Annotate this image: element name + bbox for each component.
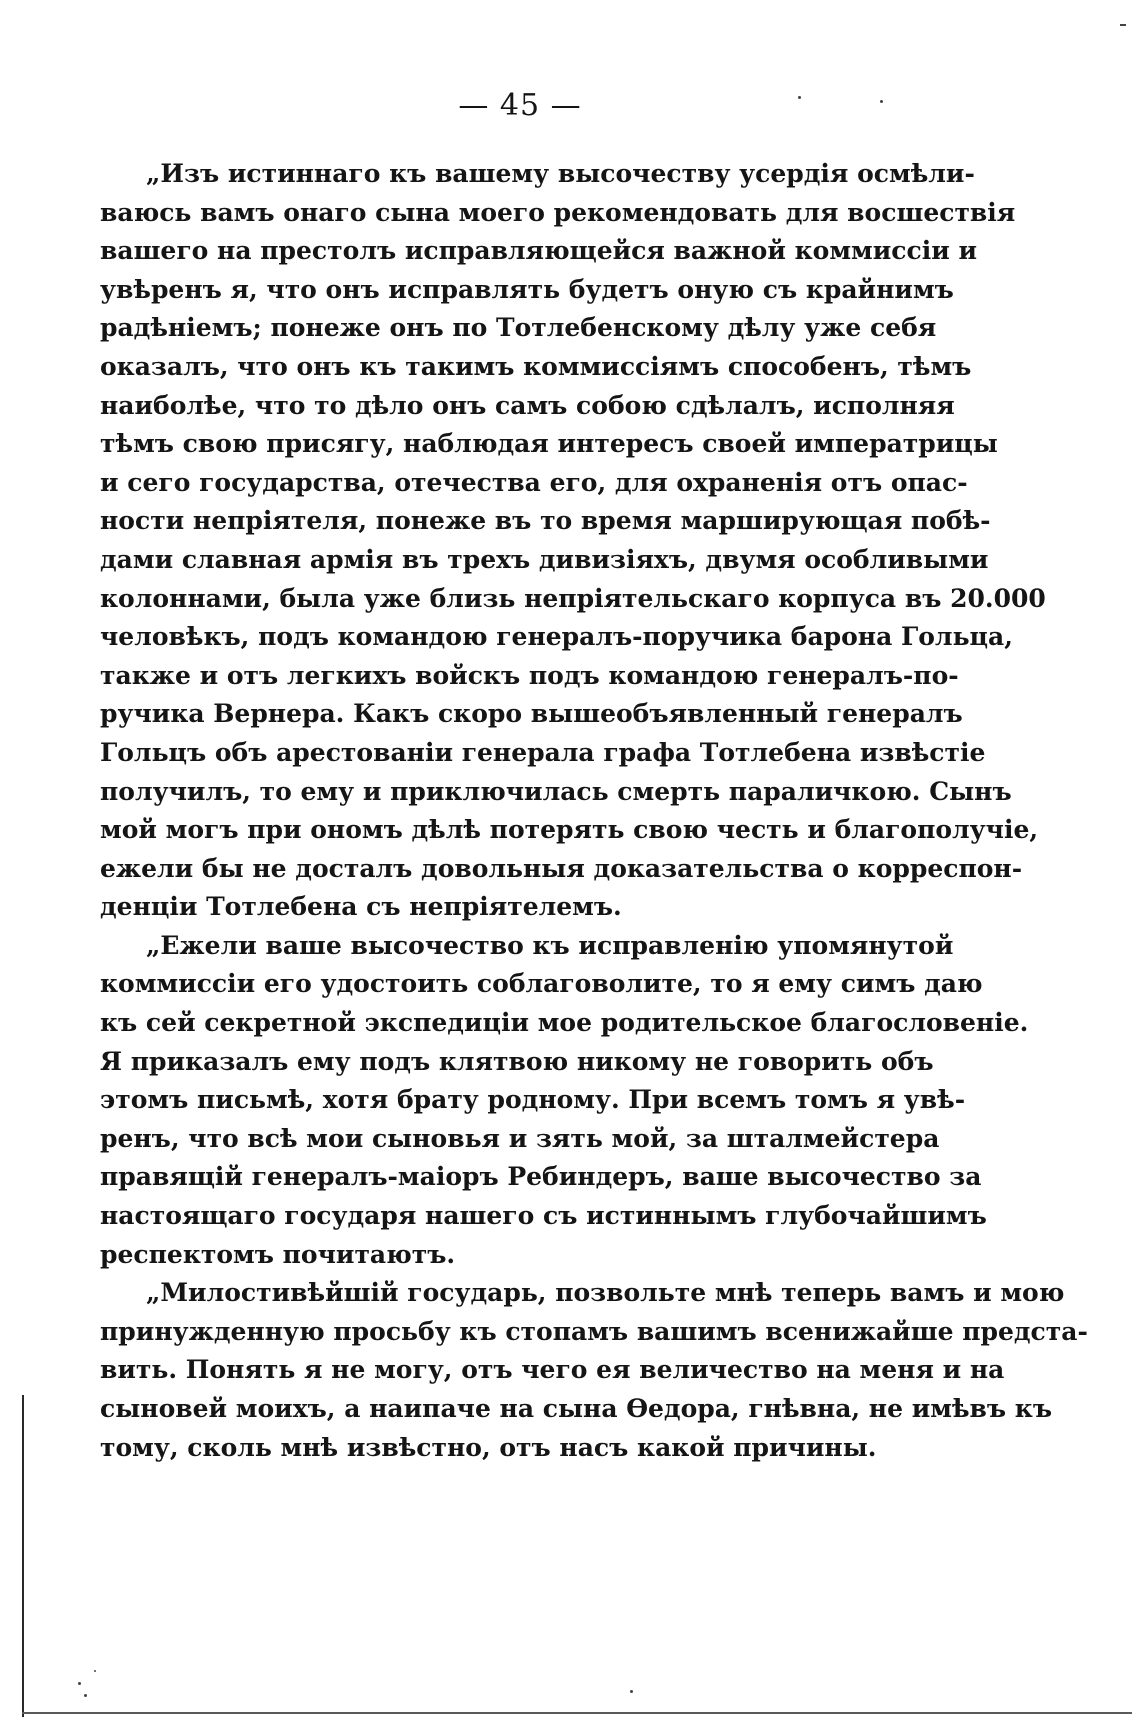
paragraph-3: [100, 1274, 1088, 1467]
binding-edge: [22, 1395, 24, 1717]
text-line: ваюсь вамъ онаго сына моего рекомендовать для восшествія: [100, 197, 1016, 227]
scan-speck: [630, 1690, 633, 1693]
text-line: тѣмъ свою присягу, наблюдая интересъ своей императрицы: [100, 429, 998, 459]
text-line: также и отъ легкихъ войскъ подъ командою генералъ-по-: [100, 660, 959, 690]
text-line: настоящаго государя нашего съ истиннымъ глубочайшимъ: [100, 1201, 987, 1231]
text-line: принужденную просьбу къ стопамъ вашимъ всенижайше предста-: [100, 1316, 1088, 1346]
scan-speck: [84, 1694, 87, 1697]
text-line: ежели бы не досталъ довольныя доказательства о корреспон-: [100, 853, 1023, 883]
text-line: наиболѣе, что то дѣло онъ самъ собою сдѣлалъ, исполняя: [100, 390, 955, 420]
text-line: колоннами, была уже близь непріятельскаго корпуса въ 20.000: [100, 583, 1046, 613]
text-line: ности непріятеля, понеже въ то время марширующая побѣ-: [100, 506, 991, 536]
text-line: тому, сколь мнѣ извѣстно, отъ насъ какой причины.: [100, 1432, 877, 1462]
text-line: „Милостивѣйшій государь, позвольте мнѣ теперь вамъ и мою: [146, 1278, 1065, 1308]
text-line: получилъ, то ему и приключилась смерть параличкою. Сынъ: [100, 776, 1012, 806]
scan-speck: [1120, 24, 1126, 26]
scan-speck: [94, 1670, 96, 1672]
text-line: вить. Понять я не могу, отъ чего ея величество на меня и на: [100, 1355, 1005, 1385]
page-number: — 45 —: [458, 88, 582, 123]
text-line: вашего на престолъ исправляющейся важной коммиссіи и: [100, 236, 978, 266]
text-line: сыновей моихъ, а наипаче на сына Ѳедора, гнѣвна, не имѣвъ къ: [100, 1394, 1053, 1423]
text-line: „Изъ истиннаго къ вашему высочеству усердія осмѣли-: [146, 159, 975, 188]
text-line: ручика Вернера. Какъ скоро вышеобъявленный генералъ: [100, 699, 963, 729]
scan-speck: [798, 96, 801, 99]
text-line: правящій генералъ-маіоръ Ребиндеръ, ваше высочество за: [100, 1162, 982, 1192]
scan-speck: [880, 100, 883, 103]
text-line: респектомъ почитаютъ.: [100, 1239, 456, 1269]
text-line: мой могъ при ономъ дѣлѣ потерять свою честь и благополучіе,: [100, 815, 1039, 845]
text-line: дами славная армія въ трехъ дивизіяхъ, двумя особливыми: [100, 544, 989, 574]
text-line: къ сей секретной экспедиціи мое родительское благословеніе.: [100, 1008, 1029, 1038]
text-line: коммиссіи его удостоить соблаговолите, то я ему симъ даю: [100, 969, 983, 999]
page-bottom-edge: [22, 1712, 1132, 1714]
paragraph-1: [100, 155, 1046, 927]
scan-speck: [78, 1682, 81, 1685]
text-line: оказалъ, что онъ къ такимъ коммиссіямъ способенъ, тѣмъ: [100, 351, 972, 381]
text-line: радѣніемъ; понеже онъ по Тотлебенскому дѣлу уже себя: [100, 313, 937, 343]
text-line: увѣренъ я, что онъ исправлять будетъ оную съ крайнимъ: [100, 274, 954, 304]
text-line: денціи Тотлебена съ непріятелемъ.: [100, 892, 622, 922]
body-text: [100, 155, 1088, 1467]
text-line: Гольцъ объ арестованіи генерала графа Тотлебена извѣстіе: [100, 737, 986, 767]
text-line: Я приказалъ ему подъ клятвою никому не говорить объ: [100, 1046, 934, 1076]
paragraph-2: [100, 927, 1029, 1274]
text-line: и сего государства, отечества его, для охраненія отъ опас-: [100, 467, 968, 497]
text-line: „Ежели ваше высочество къ исправленію упомянутой: [146, 930, 954, 960]
text-line: ренъ, что всѣ мои сыновья и зять мой, за шталмейстера: [100, 1123, 940, 1153]
text-line: этомъ письмѣ, хотя брату родному. При всемъ томъ я увѣ-: [100, 1085, 966, 1115]
text-line: человѣкъ, подъ командою генералъ-поручика барона Гольца,: [100, 622, 1013, 652]
